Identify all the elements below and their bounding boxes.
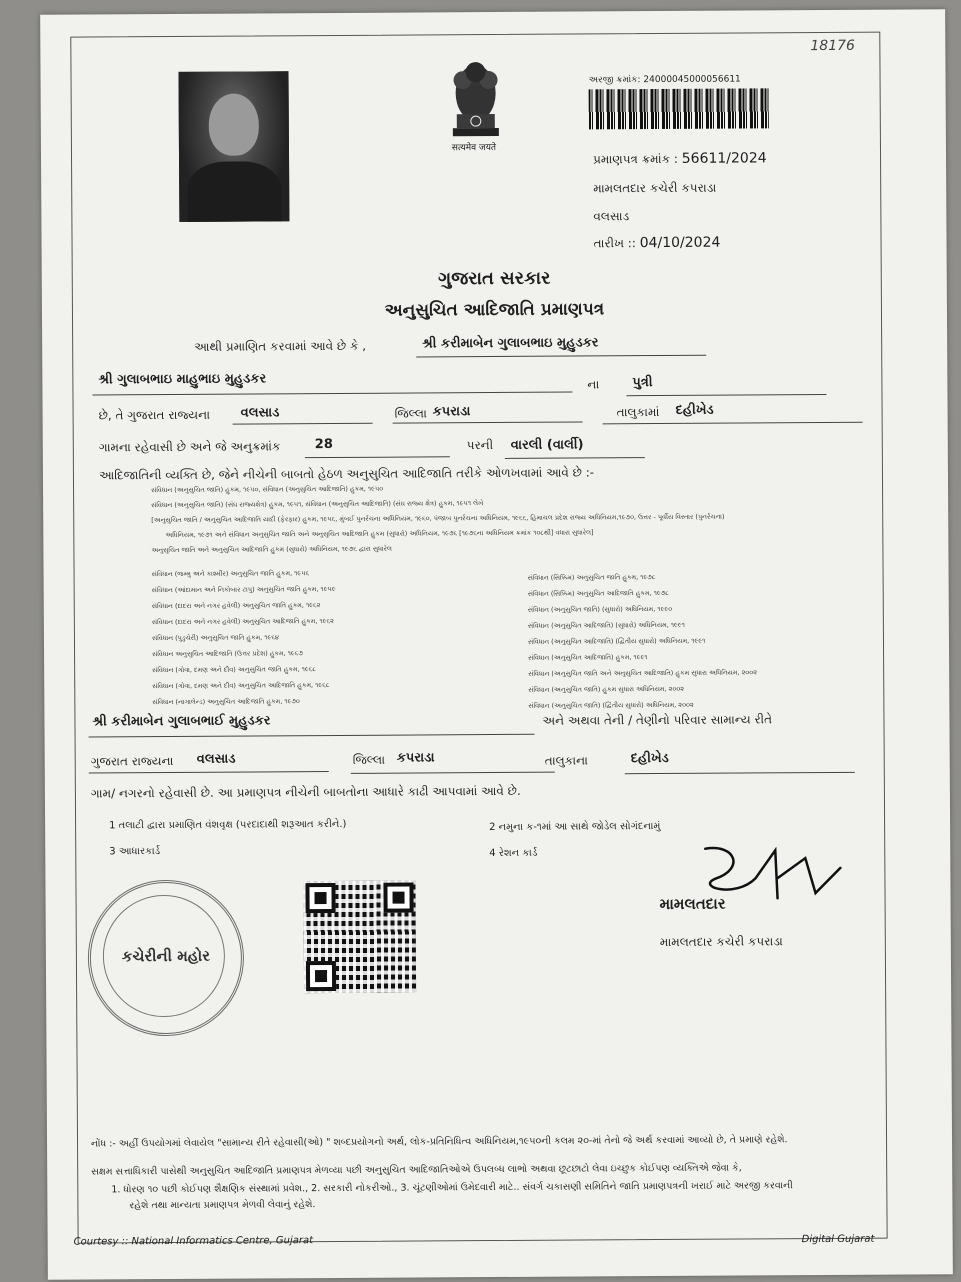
order-right: સંવિધાન (અનુસુચિત જાતિ અને અનુસુચિત આદિજાતિ) હુકમ સુધારા અધિનિયમ, ૨૦૦૨ [528, 668, 758, 678]
photo-uniform [187, 161, 281, 222]
certificate-number [593, 150, 767, 167]
family-text: અને અથવા તેની / તેણીનો પરિવાર સામાન્ય રીતે [542, 712, 773, 728]
order-line: [અનુસુચિત જાતિ / અનુસુચિત આદિજાતિ યાદી (ફેરફાર) હુકમ, ૧૯૫૬, મુંબઈ પુનર્રચના અધિનિયમ, ૧૯૬૦, પંજાબ પુનર્રચના અધિનિયમ, ૧૯૬૬, હિમાચલ પ્રદેશ રાજ્ય અધિનિયમ,૧૯૭૦, ઉત્તર - પૂર્વીય વિસ્તાર (પુનર્રચના) [151, 512, 725, 525]
order-left: સંવિધાન (નાગાલેન્ડ) અનુસુચિત આદિજાતિ હુકમ, ૧૯૭૦ [152, 697, 300, 707]
issue-date-label: તારીખ :: [593, 236, 636, 251]
district-value: વલસાડ [240, 405, 280, 421]
government-title: ગુજરાત સરકાર [437, 267, 551, 290]
certify-text: આથી પ્રમાણિત કરવામાં આવે છે કે , [194, 338, 367, 354]
photo-face [209, 93, 259, 155]
signatory-office: મામલતદાર કચેરી કપરાડા [659, 934, 783, 950]
issue-date-value: 04/10/2024 [639, 234, 721, 252]
office-seal-stamp [87, 880, 244, 1037]
order-right: સંવિધાન (અનુસુચિત આદિજાતિ) હુકમ, ૧૯૯૧ [528, 653, 648, 662]
order-line: અનુસુચિત જાતિ અને અનુસુચિત આદિજાતિ હુકમ (સુધારો) અધિનિયમ, ૧૯૭૬ દ્વારા સુધારેલ [151, 544, 392, 555]
district-label: જિલ્લા [394, 406, 427, 421]
document-item: 4 રેશન કાર્ડ [489, 847, 538, 860]
family-taluka-label: તાલુકાના [544, 753, 589, 768]
order-left: સંવિધાન (દાદરા અને નગર હવેલી) અનુસુચિત આદિજાતિ હુકમ, ૧૯૬૨ [151, 616, 334, 627]
holder-name: શ્રી કરીમાબેન ગુલાબભાઇ મુહુડકર [422, 335, 599, 352]
note-line: 1. ધોરણ ૧૦ પછી કોઈપણ શૈક્ષણિક સંસ્થામાં પ્રવેશ., 2. સરકારી નોકરીઓ., 3. ચૂંટણીઓમાં ઉમેદવારી માટે.. સંવર્ગ ચકાસણી સમિતિને જાતિ પ્રમાણપત્રની ખરાઈ માટે અરજી કરવાની [111, 1180, 793, 1196]
father-name: શ્રી ગુલાબભાઇ માહુભાઇ મુહુડકર [98, 371, 267, 388]
application-number-label: અરજી ક્રમાંક: [588, 75, 641, 86]
order-left: સંવિધાન અનુસુચિત આદિજાતિ (ઉત્તર પ્રદેશ) હુકમ, ૧૯૬૭ [152, 649, 303, 659]
national-emblem-icon [442, 58, 509, 152]
order-left: સંવિધાન (આંદામાન અને નિકોબાર ટાપુ) અનુસુચિત જાતિ હુકમ, ૧૯૫૯ [151, 584, 336, 595]
emblem-motto: सत्यमेव जयते [451, 142, 497, 154]
certificate-number-label: પ્રમાણપત્ર ક્રમાંક : [592, 151, 678, 167]
order-line: સંવિધાન (અનુસુચિત જાતિ) (સંઘ રાજ્યક્ષેત્ર) હુકમ, ૧૯૫૧, સંવિધાન (અનુસુચિત આદિજાતિ) (સંઘ રાજ્ય ક્ષેત્ર) હુકમ, ૧૯૫૧ લેખે [151, 499, 484, 510]
order-left: સંવિધાન (ગોવા, દમણ અને દીવ) અનુસુચિત આદિજાતિ હુકમ, ૧૯૬૮ [152, 681, 330, 691]
note-line: નોંધ :- અહીં ઉપયોગમાં લેવાયેલ "સામાન્ય રીતે રહેવાસી(ઓ) " શબ્દપ્રયોગનો અર્થ, લોક-પ્રતિનિધિત્વ અધિનિયમ,૧૯૫૦ની કલમ ૨૦-માં તેનો જે અર્થ કરવામાં આવ્યો છે, તે પ્રમાણે રહેશે. [91, 1134, 788, 1150]
qr-finder [305, 883, 335, 913]
of-caste-text: પરની [466, 438, 494, 453]
family-village-value: દહીખેડ [630, 750, 669, 767]
order-left: સંવિધાન (ગોવા, દમણ અને દીવ) અનુસુચિત જાતિ હુકમ, ૧૯૬૮ [152, 665, 316, 675]
order-right: સંવિધાન (અનુસુચિત જાતિ) હુકમ સુધારા અધિનિયમ, ૨૦૦૨ [528, 684, 685, 694]
certificate-number-value: 56611/2024 [681, 150, 767, 167]
state-text: છે, તે ગુજરાત રાજ્યના [98, 407, 211, 423]
footer-brand: Digital Gujarat [801, 1233, 875, 1246]
application-barcode [589, 88, 769, 129]
caste-value: વારલી (વાર્લી) [510, 437, 584, 453]
document-item: 1 તલાટી દ્વારા પ્રમાણિત વંશવૃક્ષ (પરદાદાથી શરૂઆત કરીને.) [109, 818, 347, 832]
order-left: સંવિધાન (પુડુચેરી) અનુસુચિત જાતિ હુકમ, ૧૯૬૪ [151, 633, 280, 643]
order-line: સંવિધાન (અનુસુચિત જાતિ) હુકમ, ૧૯૫૦, સંવિધાન (અનુસુચિત આદિજાતિ) હુકમ, ૧૯૫૦ [151, 484, 384, 495]
order-right: સંવિધાન (અનુસુચિત આદિજાતિ) (સુધારો) અધિનિયમ, ૧૯૯૧ [527, 620, 685, 630]
village-value: દહીખેડ [675, 402, 714, 418]
application-number-value: 24000045000056611 [643, 74, 741, 86]
resident-text: ગામના રહેવાસી છે અને જે અનુક્રમાંક [98, 439, 281, 455]
taluka-label: તાલુકામાં [616, 405, 660, 420]
footer-courtesy: Courtesy :: National Informatics Centre, Gujarat [73, 1235, 314, 1248]
issuing-district: વલસાડ [593, 209, 630, 224]
family-holder-name: શ્રી કરીમાબેન ગુલાબભાઈ મુહુડકર [92, 713, 271, 730]
basis-text: ગામ/ નગરનો રહેવાસી છે. આ પ્રમાણપત્ર નીચેની બાબતોના આધારે કાઢી આપવામાં આવે છે. [90, 783, 521, 801]
issuing-office: મામલતદાર કચેરી કપરાડા [593, 180, 717, 196]
order-right: સંવિધાન (અનુસુચિત આદિજાતિ) (દ્વિતીય સુધારો) અધિનિયમ, ૧૯૯૧ [527, 636, 706, 646]
certificate-title: અનુસુચિત આદિજાતિ પ્રમાણપત્ર [384, 299, 605, 321]
serial-number: 28 [314, 436, 333, 453]
tribe-text: આદિજાતિની વ્યક્તિ છે, જેને નીચેની બાબતો હેઠળ અનુસુચિત આદિજાતિ તરીકે ઓળખવામાં આવે છે :- [98, 465, 595, 483]
family-district-value: વલસાડ [196, 751, 236, 767]
order-right: સંવિધાન (અનુસુચિત જાતિ) (સુધારો) અધિનિયમ, ૧૯૯૦ [527, 604, 673, 614]
note-line: સક્ષમ સત્તાધિકારી પાસેથી અનુસુચિત આદિજાતિ પ્રમાણપત્ર મેળવ્યા પછી અનુસુચિત આદિજાતિઓએ ઉપલબ્ધ લાભો અથવા છૂટછાટો લેવા ઇચ્છુક કોઈપણ વ્યક્તિએ જેવા કે, [91, 1162, 742, 1178]
issue-date [594, 235, 721, 252]
handwritten-serial: 18176 [810, 37, 855, 55]
order-right: સંવિધાન (સિક્કિમ) અનુસુચિત આદિજાતિ હુકમ, ૧૯૭૮ [527, 588, 669, 598]
stamp-center-text: કચેરીની મહોર [121, 946, 210, 966]
signatory-title: મામલતદાર [659, 894, 726, 914]
document-item: 2 નમુના ક-૧માં આ સાથે જોડેલ સોગંદનામું [489, 821, 661, 834]
note-line: રહેશે તથા માન્યતા પ્રમાણપત્ર મેળવી લેવાનું રહેશે. [129, 1199, 316, 1212]
qr-finder [383, 883, 413, 913]
family-taluka-value: કપરાડા [396, 750, 435, 766]
order-line: અધિનિયમ, ૧૯૭૧ અને સંવિધાન અનુસુચિત જાતિ અને અનુસુચિત આદિજાતિ હુકમ (સુધારો) અધિનિયમ, ૧૯૭૬ [૧૯૭૬ના અધિનિયમ ક્રમાંક ૧૦૮થી] વધારા સુધારેલ] [165, 528, 594, 540]
relation-value: પુત્રી [632, 375, 653, 391]
order-left: સંવિધાન (જમ્મુ અને કાશ્મીર) અનુસુચિત જાતિ હુકમ, ૧૯૫૬ [151, 569, 310, 579]
document-item: 3 આધારકાર્ડ [109, 846, 161, 858]
family-state-text: ગુજરાત રાજ્યના [90, 753, 174, 769]
qr-finder [306, 961, 336, 991]
holder-photo [178, 71, 289, 222]
application-number [589, 74, 741, 85]
order-right: સંવિધાન (અનુસુચિત જાતિ) (દ્વિતીય સુધારો) અધિનિયમ, ૨૦૦૨ [528, 700, 694, 710]
order-left: સંવિધાન (દાદરા અને નગર હવેલી) અનુસુચિત જાતિ હુકમ, ૧૯૬૨ [151, 601, 321, 611]
taluka-value: કપરાડા [432, 404, 471, 420]
verification-qr-code [303, 880, 416, 993]
order-right: સંવિધાન (સિક્કિમ) અનુસુચિત જાતિ હુકમ, ૧૯૭૮ [527, 573, 656, 582]
certificate-paper [40, 9, 953, 1280]
family-district-label: જિલ્લા [352, 752, 386, 767]
of-text: ના [587, 377, 600, 392]
